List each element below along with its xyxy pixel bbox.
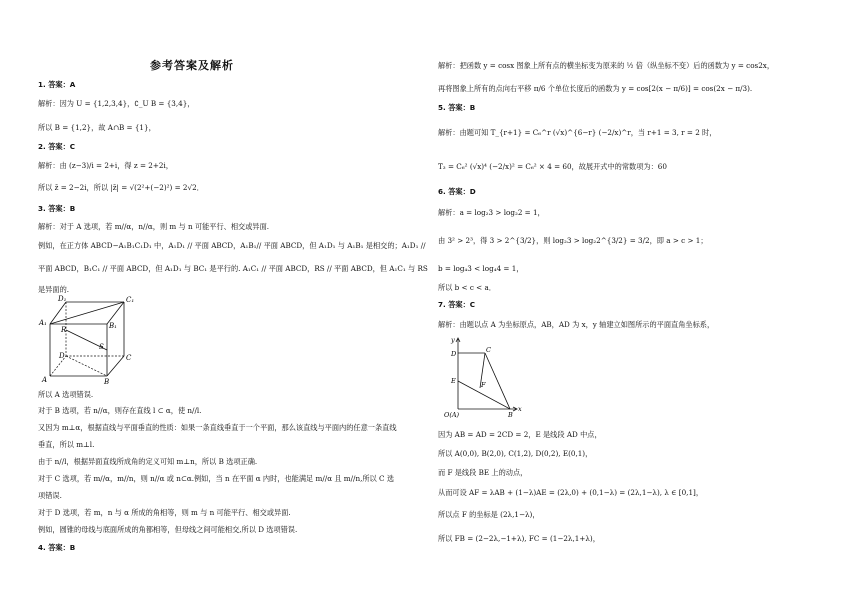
text-line: 由于 n//l，根据异面直线所成角的定义可知 m⊥n，所以 B 选项正确. [38, 457, 258, 466]
text-line: 例如，圆锥的母线与底面所成的角都相等，但母线之间可能相交,所以 D 选项错误. [38, 525, 298, 534]
cube-figure [38, 292, 143, 387]
text-line: 例如，在正方体 ABCD−A₁B₁C₁D₁ 中，A₁D₁ // 平面 ABCD，A₁B₁// 平面 ABCD，但 A₁D₁ 与 A₁B₁ 是相交的；A₁D₁ // [38, 241, 426, 250]
text-line: 从而可设 AF = λAB + (1−λ)AE = (2λ,0) + (0,1−λ) = (2λ,1−λ), λ ∈ [0,1]， [438, 488, 704, 497]
text-line: 所以 z̄ = 2−2i，所以 |z̄| = √(2²+(−2)²) = 2√2． [38, 183, 204, 192]
point-label-e: E [451, 377, 456, 385]
answer-heading: 1. 答案：A [38, 80, 76, 89]
text-line: 是异面的. [38, 285, 70, 294]
answer-heading: 5. 答案：B [438, 103, 476, 112]
text-line: 而 F 是线段 BE 上的动点， [438, 468, 528, 477]
cube-label-d: D [59, 352, 65, 360]
text-line: 所以 FB = (2−2λ,−1+λ), FC = (1−2λ,1+λ)， [438, 534, 600, 543]
text-line: 解析：由题以点 A 为坐标原点，AB，AD 为 x，y 轴建立如图所示的平面直角坐标系， [438, 320, 715, 329]
cube-label-b: B [104, 378, 110, 386]
cube-label-d1: D₁ [58, 295, 67, 303]
text-line: 项错误. [38, 491, 62, 500]
point-label-origin: O(A) [444, 411, 460, 418]
answer-heading: 4. 答案：B [38, 543, 76, 552]
text-line: 解析：对于 A 选项，若 m//α，n//α，则 m 与 n 可能平行、相交或异面. [38, 222, 270, 231]
text-line: 所以 b < c < a． [438, 283, 496, 292]
text-line: 对于 C 选项，若 m//α，m//n，则 n//α 或 n⊂α.例如，当 n 在平面 α 内时，也能满足 m//α 且 m//n,所以 C 选 [38, 474, 395, 483]
cube-label-c1: C₁ [126, 296, 135, 304]
text-line: 解析：因为 U = {1,2,3,4}，∁_U B = {3,4}， [38, 99, 195, 108]
text-line: 解析：a = log₂3 > log₂2 = 1， [438, 208, 545, 217]
text-line: 所以 A 选项错误. [38, 390, 94, 399]
cube-label-r: R [61, 326, 67, 334]
answer-heading: 3. 答案：B [38, 204, 76, 213]
text-line: 又因为 m⊥α，根据直线与平面垂直的性质：如果一条直线垂直于一个平面，那么该直线与平面内的任意一条直线 [38, 423, 397, 432]
text-line: T₃ = C₆² (√x)⁴ (−2/x)² = C₆² × 4 = 60，故展开式中的常数项为：60 [438, 162, 667, 171]
cube-label-a1: A₁ [39, 319, 47, 327]
text-line: 再将图象上所有的点向右平移 π/6 个单位长度后的函数为 y = cos[2(x − π/6)] = cos(2x − π/3). [438, 84, 753, 93]
text-line: b = log₄3 < log₄4 = 1， [438, 264, 524, 273]
text-line: 对于 B 选项，若 n//α，则存在直线 l ⊂ α，使 n//l. [38, 406, 202, 415]
answer-heading: 2. 答案：C [38, 142, 76, 151]
text-line: 解析：由 (z−3)/i = 2+i，得 z = 2+2i， [38, 161, 173, 170]
text-line: 解析：由题可知 T_{r+1} = C₆^r (√x)^{6−r} (−2/x)^r，当 r+1 = 3, r = 2 时， [438, 128, 717, 137]
point-label-b: B [508, 411, 513, 418]
axis-label-y: y [451, 336, 455, 344]
cube-label-c: C [126, 354, 132, 362]
text-line: 对于 D 选项，若 m，n 与 α 所成的角相等，则 m 与 n 可能平行、相交或异面. [38, 508, 291, 517]
text-line: 因为 AB = AD = 2CD = 2，E 是线段 AD 中点， [438, 430, 602, 439]
text-line: 垂直，所以 m⊥l. [38, 440, 95, 449]
text-line: 所以点 F 的坐标是 (2λ,1−λ)， [438, 510, 540, 519]
text-line: 所以 A(0,0), B(2,0), C(1,2), D(0,2), E(0,1)， [438, 449, 593, 458]
answer-heading: 7. 答案：C [438, 300, 476, 309]
text-line: 解析：把函数 y = cosx 图象上所有点的横坐标变为原来的 ½ 倍（纵坐标不变）后的函数为 y = cos2x， [438, 61, 775, 70]
answer-heading: 6. 答案：D [438, 187, 476, 196]
cube-label-a: A [42, 376, 48, 384]
point-label-f: F [481, 381, 486, 389]
page-title: 参考答案及解析 [150, 59, 234, 72]
text-line: 平面 ABCD，B₁C₁ // 平面 ABCD，但 A₁D₁ 与 BC₁ 是平行的. A₁C₁ // 平面 ABCD，RS // 平面 ABCD，但 A₁C₁ 与 RS [38, 264, 428, 273]
text-line: 所以 B = {1,2}，故 A∩B = {1}， [38, 123, 156, 132]
axis-label-x: x [518, 405, 522, 413]
cube-label-s: S [99, 343, 104, 351]
text-line: 由 3² > 2³，得 3 > 2^{3/2}，则 log₂3 > log₂2^{3/2} = 3/2，即 a > c > 1； [438, 236, 708, 245]
point-label-c: C [486, 346, 491, 354]
coordinate-figure [438, 333, 528, 418]
point-label-d: D [451, 350, 457, 358]
cube-label-b1: B₁ [109, 322, 117, 330]
